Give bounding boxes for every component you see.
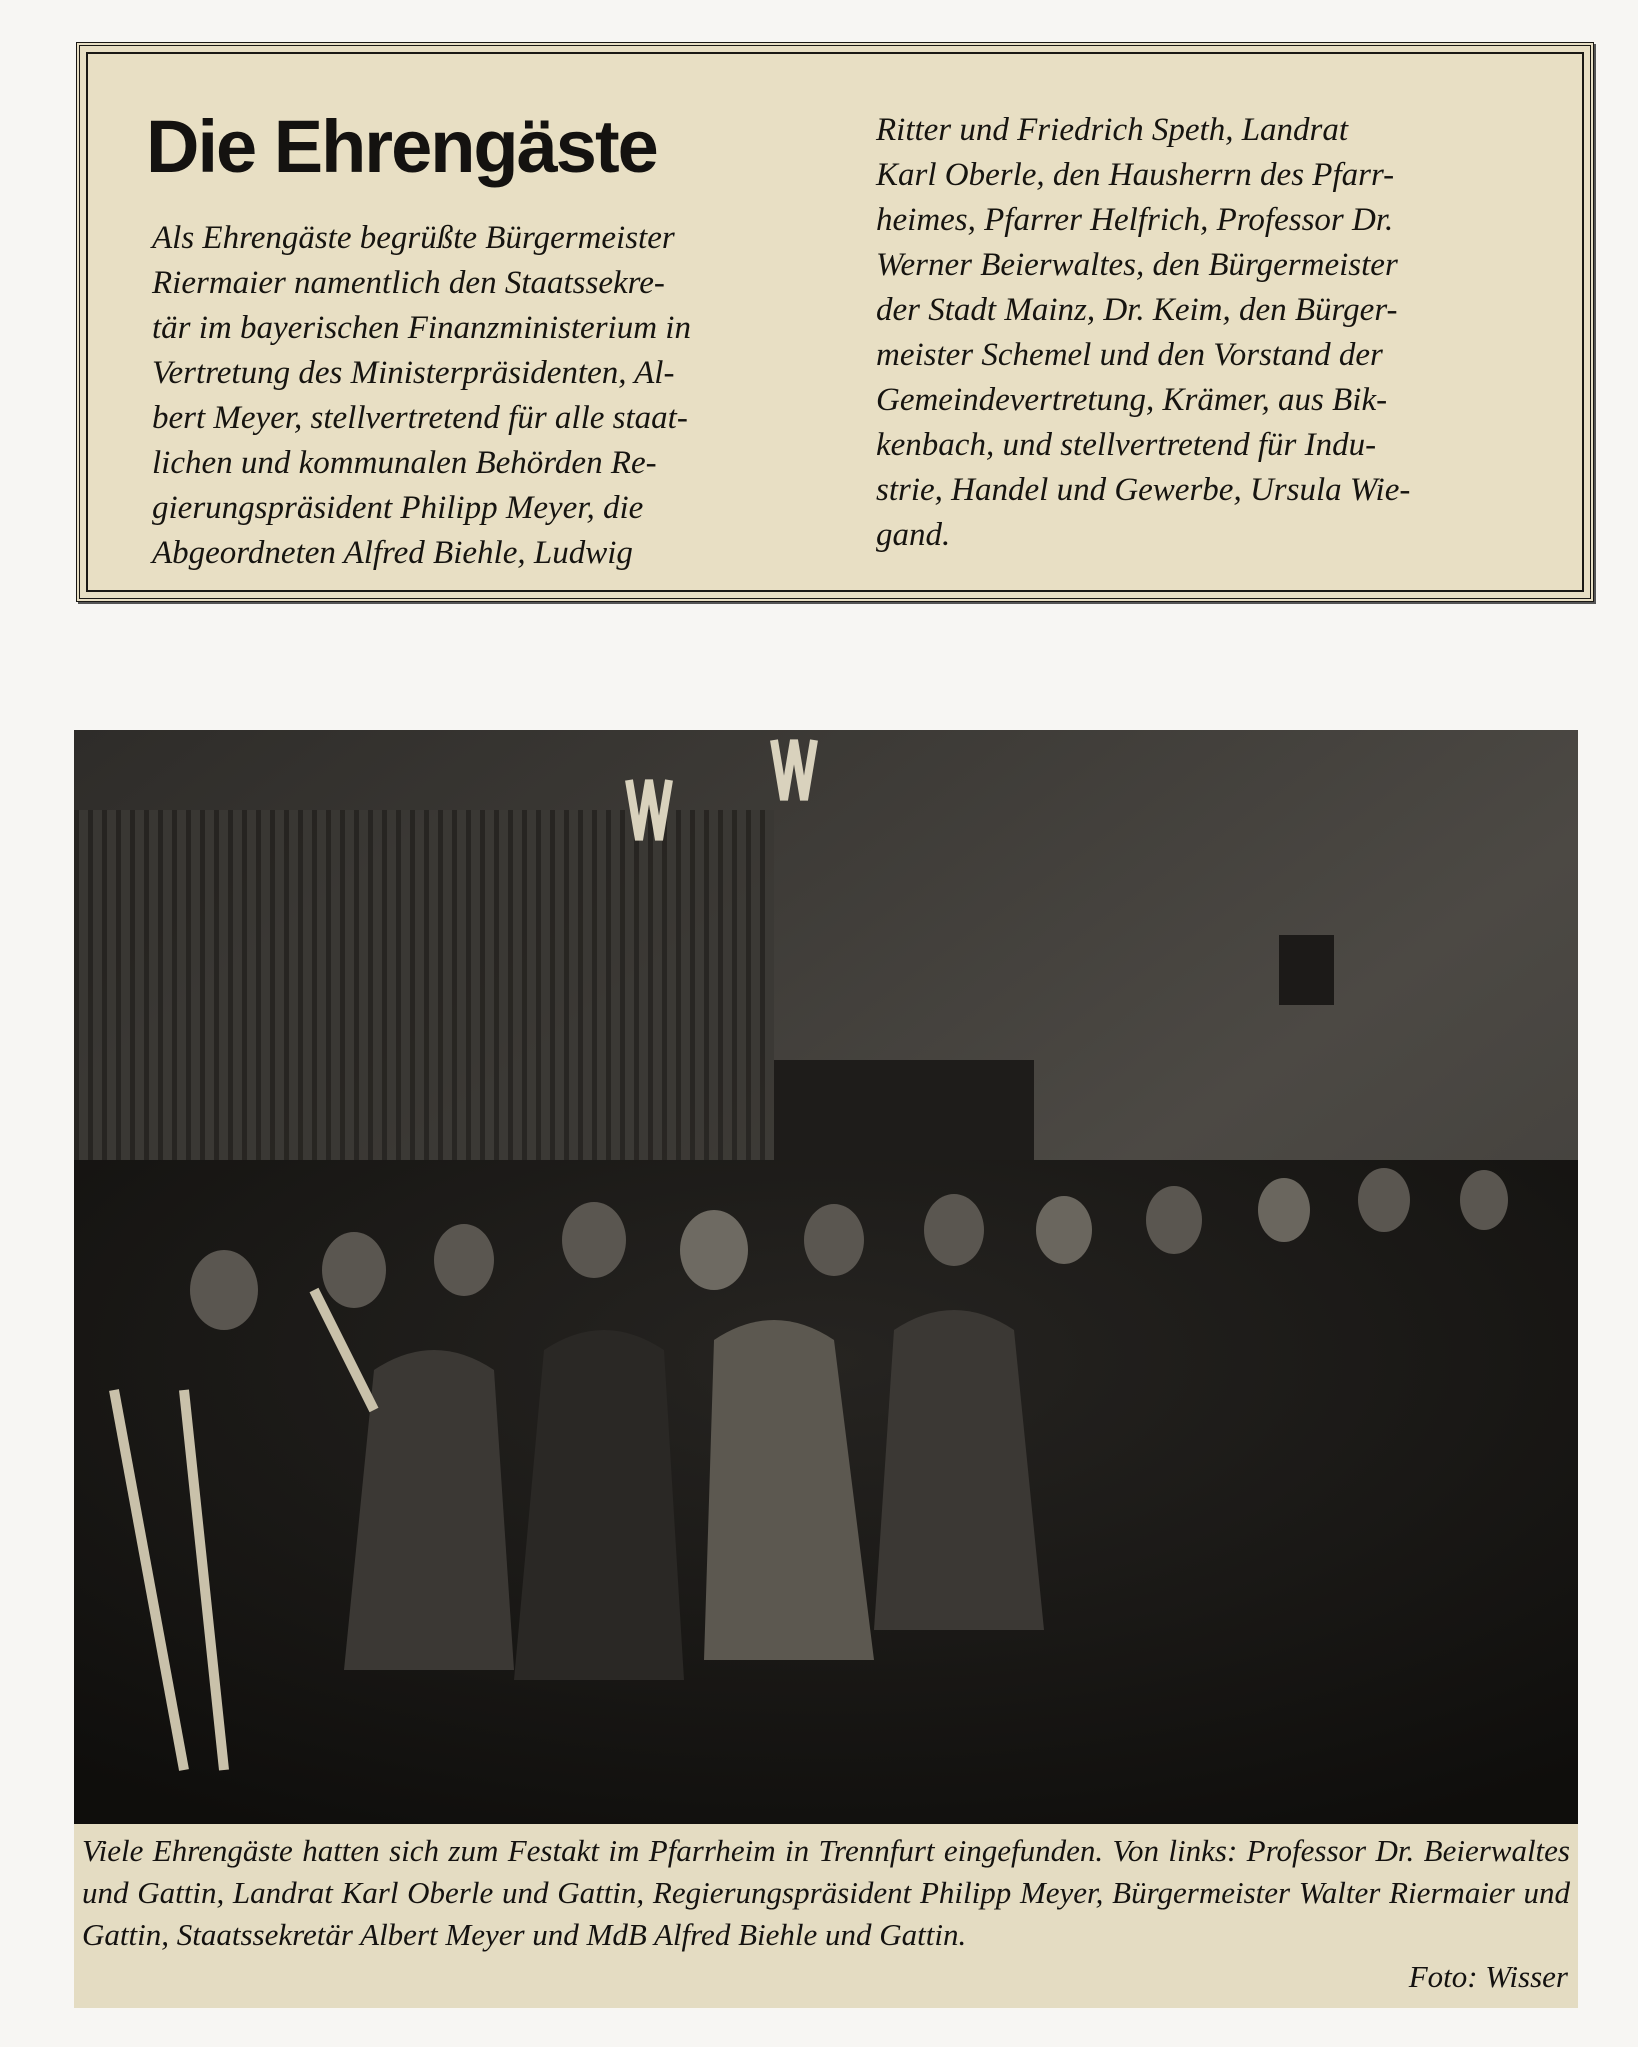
photo-clipping bbox=[74, 730, 1578, 2008]
article-column-left: Als Ehrengäste begrüßte Bürgermeister Riermaier namentlich den Staatssekre- tär im bayerischen Finanzministerium in Vertretung des Ministerpräsidenten, Al- bert Meyer, stellvertretend für alle staat- lichen und kommunalen Behörden Re- gierungspräsident Philipp Meyer, die Abgeordneten Alfred Biehle, Ludwig bbox=[152, 220, 691, 571]
audience-photo bbox=[74, 730, 1578, 1824]
photo-credit: Foto: Wisser bbox=[1408, 1959, 1568, 1994]
photo-caption: Viele Ehrengäste hatten sich zum Festakt im Pfarrheim in Trennfurt eingefunden. Von links: Professor Dr. Beierwaltes und Gattin, Landrat Karl Oberle und Gattin, Regierungspräsident Philipp Meyer, Bürgermeister Walter Riermaier und Gattin, Staatssekretär Albert Meyer und MdB Alfred Biehle und Gattin. bbox=[82, 1833, 1570, 1952]
photo-wall-picture bbox=[1279, 935, 1334, 1005]
article-headline: Die Ehrengäste bbox=[146, 105, 657, 188]
article-column-right: Ritter und Friedrich Speth, Landrat Karl Oberle, den Hausherrn des Pfarr- heimes, Pfarrer Helfrich, Professor Dr. Werner Beierwaltes, den Bürgermeister der Stadt Mainz, Dr. Keim, den Bürger- meister Schemel und den Vorstand der Gemeindevertretung, Krämer, aus Bik- kenbach, und stellvertretend für Indu- strie, Handel und Gewerbe, Ursula Wie- gand. bbox=[876, 112, 1411, 553]
article-clipping bbox=[76, 42, 1594, 602]
